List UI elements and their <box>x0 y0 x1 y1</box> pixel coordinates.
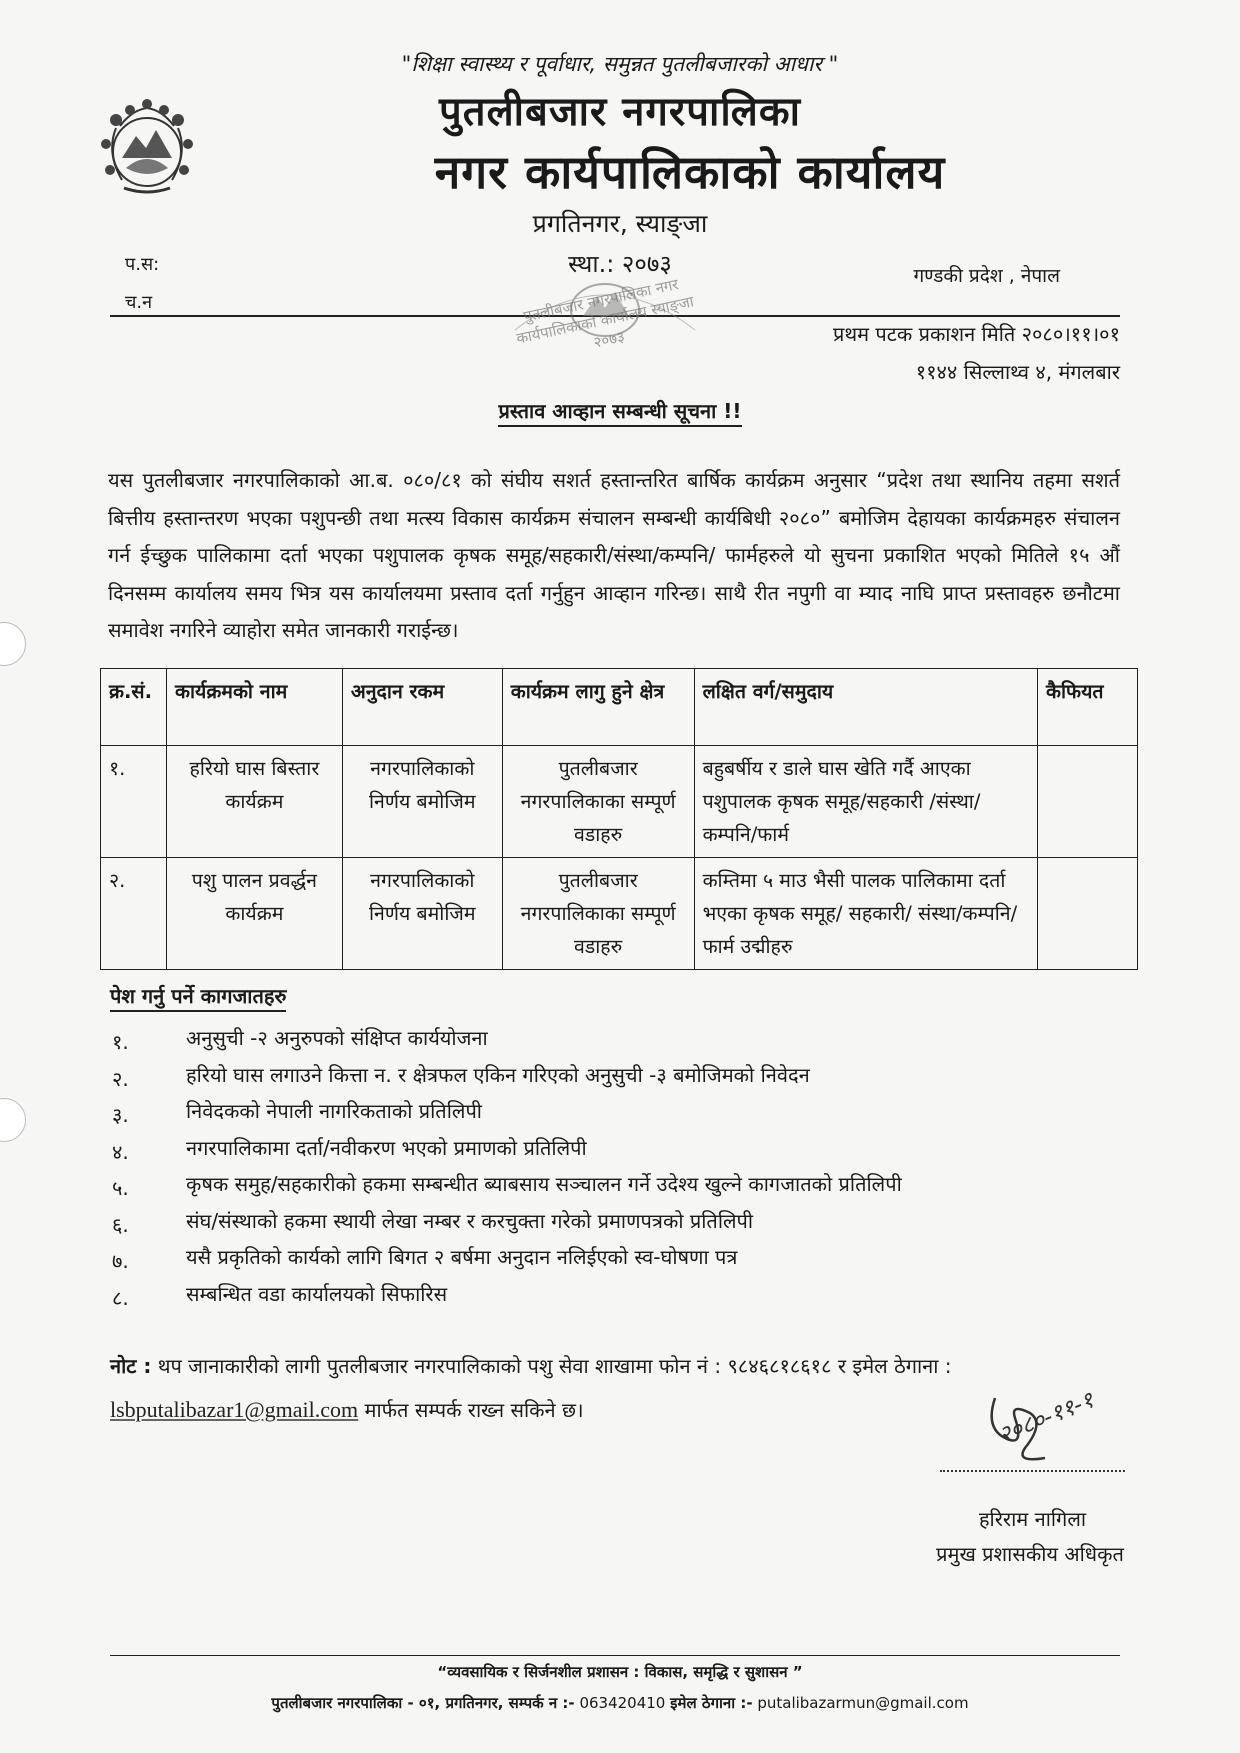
cell-remarks <box>1038 858 1138 970</box>
list-item-number: २. <box>112 1066 129 1091</box>
punch-hole-bottom <box>0 1098 26 1142</box>
list-item-text: अनुसुची -२ अनुरुपको संक्षिप्त कार्ययोजना <box>186 1026 488 1050</box>
list-item-text: सम्बन्धित वडा कार्यालयको सिफारिस <box>186 1281 448 1306</box>
list-item <box>110 1132 1110 1169</box>
list-item <box>110 1278 1110 1315</box>
table-row <box>101 858 1138 970</box>
header-target-group: लक्षित वर्ग/समुदाय <box>694 669 1037 746</box>
office-name: नगर कार्यपालिकाको कार्यालय <box>434 145 946 199</box>
documents-list <box>110 1022 1110 1314</box>
list-item-number: ४. <box>112 1139 129 1164</box>
header-serial: क्र.सं. <box>101 669 167 746</box>
list-item-text: निवेदकको नेपाली नागरिकताको प्रतिलिपी <box>186 1099 482 1123</box>
header-program-name: कार्यक्रमको नाम <box>166 669 342 746</box>
list-item <box>110 1241 1110 1278</box>
note-label: नोट : <box>110 1354 152 1378</box>
signatory-name: हरिराम नागिला <box>978 1507 1087 1531</box>
list-item <box>110 1059 1110 1096</box>
signature-line <box>940 1470 1125 1472</box>
list-item <box>110 1168 1110 1205</box>
publication-date: प्रथम पटक प्रकाशन मिति २०८०।११।०१ <box>832 322 1120 346</box>
footer-contact <box>0 1693 1240 1713</box>
header-slogan: "शिक्षा स्वास्थ्य र पूर्वाधार, समुन्नत पुतलीबजारको आधार " <box>401 52 839 76</box>
cell-target-group: कम्तिमा ५ माउ भैसी पालक पालिकामा दर्ता भएका कृषक समूह/ सहकारी/ संस्था/कम्पनि/फार्म उद्मीहरु <box>694 858 1037 970</box>
note-text: थप जानाकारीको लागी पुतलीबजार नगरपालिकाको पशु सेवा शाखामा फोन नं : ९८४६८१८६१८ र इमेल ठेगाना : <box>157 1354 952 1378</box>
list-item <box>110 1095 1110 1132</box>
footer-contact-prefix: पुतलीबजार नगरपालिका - ०१, प्रगतिनगर, सम्पर्क न :- <box>271 1694 575 1712</box>
cell-program-area: पुतलीबजार नगरपालिकाका सम्पूर्ण वडाहरु <box>502 746 694 858</box>
dispatch-number-label: च.न <box>125 292 153 313</box>
notice-title-text: प्रस्ताव आव्हान सम्बन्धी सूचना !! <box>498 399 741 427</box>
footer-email[interactable]: putalibazarmun@gmail.com <box>757 1694 969 1712</box>
cell-serial: १. <box>101 746 167 858</box>
list-item-text: कृषक समुह/सहकारीको हकमा सम्बन्धीत ब्याबसाय सञ्चालन गर्ने उदेश्य खुल्ने कागजातको प्रतिलिपी <box>186 1172 902 1196</box>
footer-email-label: इमेल ठेगाना :- <box>670 1694 753 1712</box>
list-item-number: ३. <box>112 1103 129 1127</box>
footer-divider <box>110 1655 1120 1656</box>
established-year: स्था.: २०७३ <box>568 250 672 278</box>
office-stamp: पुतलीबजार नगरपालिका नगर कार्यपालिकाको कार्यालय स्याङ्जा २०७३ <box>514 275 696 352</box>
list-item-number: ५. <box>112 1176 129 1200</box>
note-suffix: मार्फत सम्पर्क राख्न सकिने छ। <box>364 1398 584 1422</box>
list-item-text: संघ/संस्थाको हकमा स्थायी लेखा नम्बर र करचुक्ता गरेको प्रमाणपत्रको प्रतिलिपी <box>186 1208 754 1233</box>
list-item-number: ७. <box>112 1249 129 1273</box>
list-item <box>110 1205 1110 1242</box>
contact-note <box>110 1352 952 1379</box>
list-item-number: ६. <box>112 1212 129 1237</box>
program-table <box>100 668 1138 970</box>
footer-phone: 063420410 <box>579 1694 666 1712</box>
signature-date: २०८०-११-१ <box>994 1387 1098 1450</box>
header-program-area: कार्यक्रम लागु हुने क्षेत्र <box>502 669 694 746</box>
cell-serial: २. <box>101 858 167 970</box>
footer-motto: “व्यवसायिक र सिर्जनशील प्रशासन : विकास, समृद्धि र सुशासन ” <box>437 1663 803 1681</box>
municipality-name: पुतलीबजार नगरपालिका <box>439 89 801 135</box>
list-item-number: ८. <box>112 1285 129 1310</box>
cell-program-area: पुतलीबजार नगरपालिकाका सम्पूर्ण वडाहरु <box>502 858 694 970</box>
list-item-number: १. <box>112 1030 129 1054</box>
office-address: प्रगतिनगर, स्याङ्जा <box>532 209 708 238</box>
cell-grant-amount: नगरपालिकाको निर्णय बमोजिम <box>342 746 502 858</box>
lunar-date: ११४४ सिल्लाथ्व ४, मंगलबार <box>915 360 1120 384</box>
header-remarks: कैफियत <box>1038 669 1138 746</box>
list-item <box>110 1022 1110 1059</box>
cell-program-name: पशु पालन प्रवर्द्धन कार्यक्रम <box>166 858 342 970</box>
notice-body: यस पुतलीबजार नगरपालिकाको आ.ब. ०८०/८१ को संघीय सशर्त हस्तान्तरित बार्षिक कार्यक्रम अनुसार “प्रदेश तथा स्थानिय तहमा सशर्त बित्तीय हस्तान्तरण भएका पशुपन्छी तथा मत्स्य विकास कार्यक्रम संचालन सम्बन्धी कार्यबिधी २०८०” बमोजिम देहायका कार्यक्रमहरु संचालन गर्न ईच्छुक पालिकामा दर्ता भएका पशुपालक कृषक समूह/सहकारी/संस्था/कम्पनि/ फार्महरुले यो सुचना प्रकाशित भएको मितिले १५ औं दिनसम्म कार्यालय समय भित्र यस कार्यालयमा प्रस्ताव दर्ता गर्नुहुन आव्हान गरिन्छ। साथै रीत नपुगी वा म्याद नाघि प्राप्त प्रस्तावहरु छनौटमा समावेश नगरिने व्याहोरा समेत जानकारी गराईन्छ। <box>108 468 1120 642</box>
ref-number-label: प.स: <box>125 254 160 275</box>
cell-target-group: बहुबर्षीय र डाले घास खेति गर्दै आएका पशुपालक कृषक समूह/सहकारी /संस्था/ कम्पनि/फार्म <box>694 746 1037 858</box>
cell-program-name: हरियो घास बिस्तार कार्यक्रम <box>166 746 342 858</box>
punch-hole-top <box>0 622 26 666</box>
documents-heading <box>110 982 286 1009</box>
list-item-text: नगरपालिकामा दर्ता/नवीकरण भएको प्रमाणको प्रतिलिपी <box>186 1135 587 1160</box>
list-item-text: हरियो घास लगाउने कित्ता न. र क्षेत्रफल एकिन गरिएको अनुसुची -३ बमोजिमको निवेदन <box>186 1062 810 1087</box>
signatory-title: प्रमुख प्रशासकीय अधिकृत <box>936 1542 1124 1566</box>
contact-note-line2 <box>110 1396 584 1423</box>
documents-heading-text: पेश गर्नु पर्ने कागजातहरु <box>110 984 286 1012</box>
header-grant-amount: अनुदान रकम <box>342 669 502 746</box>
cell-grant-amount: नगरपालिकाको निर्णय बमोजिम <box>342 858 502 970</box>
province-label: गण्डकी प्रदेश , नेपाल <box>913 265 1060 287</box>
table-header-row <box>101 669 1138 746</box>
list-item-text: यसै प्रकृतिको कार्यको लागि बिगत २ बर्षमा अनुदान नलिईएको स्व-घोषणा पत्र <box>186 1245 738 1269</box>
table-row <box>101 746 1138 858</box>
cell-remarks <box>1038 746 1138 858</box>
notice-title <box>0 397 1240 424</box>
contact-email-link[interactable]: lsbputalibazar1@gmail.com <box>110 1397 359 1422</box>
